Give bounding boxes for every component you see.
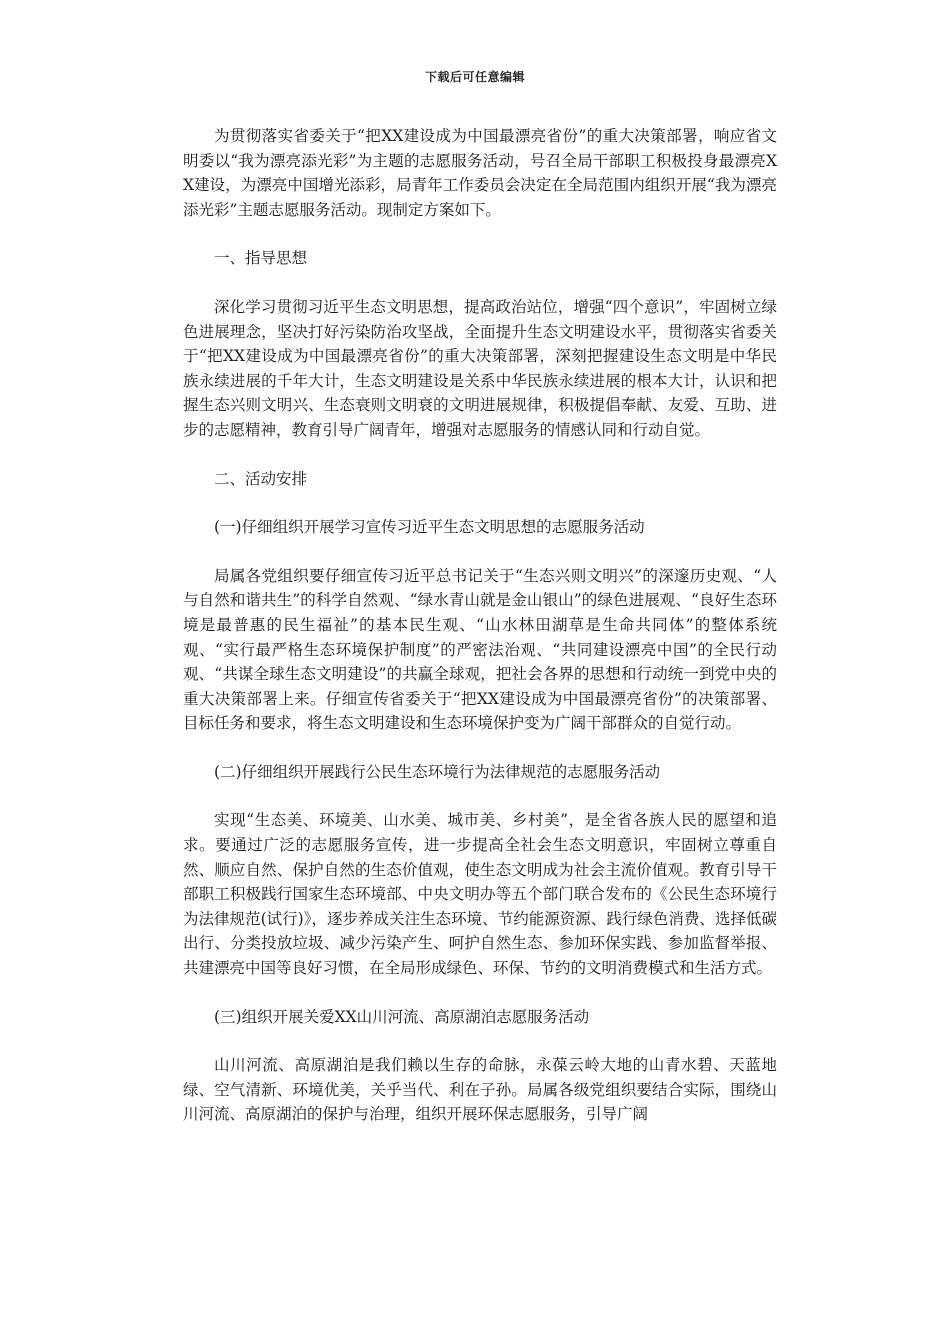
subsection-heading-2: (二)仔细组织开展践行公民生态环境行为法律规范的志愿服务活动 (214, 762, 661, 781)
intro-paragraph: 为贯彻落实省委关于“把XX建设成为中国最漂亮省份”的重大决策部署，响应省文明委以“我为漂亮添光彩”为主题的志愿服务活动，号召全局干部职工积极投身最漂亮XX建设，为漂亮中国增光添彩，局青年工作委员会决定在全局范围内组织开展“我为漂亮添光彩”主题志愿服务活动。现制定方案如下。 (183, 127, 777, 219)
subsection-heading-3: (三)组织开展关爱XX山川河流、高原湖泊志愿服务活动 (214, 1007, 590, 1026)
page-header: 下载后可任意编辑 (424, 70, 525, 84)
section-heading-guiding-ideology: 一、指导思想 (214, 249, 308, 268)
subsection-heading-1: (一)仔细组织开展学习宣传习近平生态文明思想的志愿服务活动 (214, 518, 645, 537)
subsection-2-paragraph: 实现“生态美、环境美、山水美、城市美、乡村美”，是全省各族人民的愿望和追求。要通过广泛的志愿服务宣传，进一步提高全社会生态文明意识，牢固树立尊重自然、顺应自然、保护自然的生态价值观，使生态文明成为社会主流价值观。教育引导干部职工积极践行国家生态环境部、中央文明办等五个部门联合发布的《公民生态环境行为法律规范(试行)》，逐步养成关注生态环境、节约能源资源、践行绿色消费、选择低碳出行、分类投放垃圾、减少污染产生、呵护自然生态、参加环保实践、参加监督举报、共建漂亮中国等良好习惯，在全局形成绿色、环保、节约的文明消费模式和生活方式。 (183, 811, 777, 978)
subsection-1-paragraph: 局属各党组织要仔细宣传习近平总书记关于“生态兴则文明兴”的深邃历史观、“人与自然和谐共生”的科学自然观、“绿水青山就是金山银山”的绿色进展观、“良好生态环境是最普惠的民生福祉”的基本民生观、“山水林田湖草是生命共同体”的整体系统观、“实行最严格生态环境保护制度”的严密法治观、“共同建设漂亮中国”的全民行动观、“共谋全球生态文明建设”的共赢全球观，把社会各界的思想和行动统一到党中央的重大决策部署上来。仔细宣传省委关于“把XX建设成为中国最漂亮省份”的决策部署、目标任务和要求，将生态文明建设和生态环境保护变为广阔干部群众的自觉行动。 (183, 566, 777, 733)
section-heading-activity-arrangement: 二、活动安排 (214, 469, 308, 488)
guiding-ideology-paragraph: 深化学习贯彻习近平生态文明思想，提高政治站位，增强“四个意识”，牢固树立绿色进展理念，坚决打好污染防治攻坚战，全面提升生态文明建设水平，贯彻落实省委关于“把XX建设成为中国最漂亮省份”的重大决策部署，深刻把握建设生态文明是中华民族永续进展的千年大计，生态文明建设是关系中华民族永续进展的根本大计，认识和把握生态兴则文明兴、生态衰则文明衰的文明进展规律，积极提倡奉献、友爱、互助、进步的志愿精神，教育引导广阔青年，增强对志愿服务的情感认同和行动自觉。 (183, 297, 777, 439)
subsection-3-paragraph: 山川河流、高原湖泊是我们赖以生存的命脉，永葆云岭大地的山青水碧、天蓝地绿、空气清新、环境优美，关乎当代、利在子孙。局属各级党组织要结合实际，围绕山川河流、高原湖泊的保护与治理，组织开展环保志愿服务，引导广阔 (183, 1056, 777, 1124)
document-body (183, 124, 777, 1151)
